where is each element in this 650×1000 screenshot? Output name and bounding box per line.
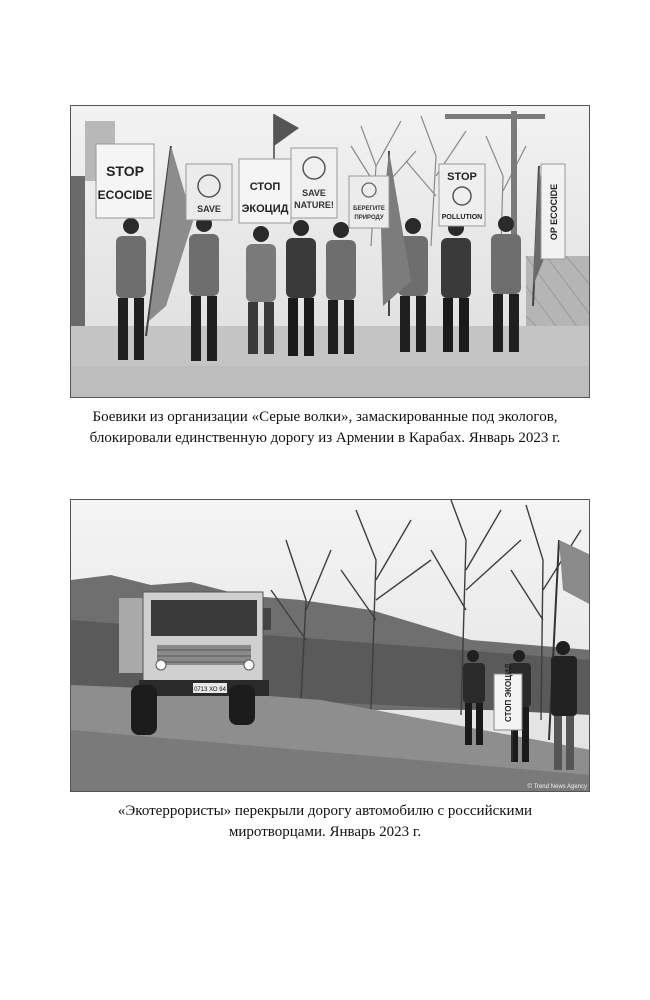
sign-text: БЕРЕГИТЕ [353,206,385,212]
sign-text: OP ECOCIDE [549,183,559,241]
sign-text: SAVE [302,188,326,198]
caption-line: Боевики из организации «Серые волки», замаскированные под экологов, [92,409,558,425]
sign-text: NATURE! [294,200,334,210]
photo-credit: © Trend News Agency [527,784,587,790]
sign-text: STOP [106,163,144,179]
truck-photo [70,499,590,792]
sign-beregite-prirodu [349,176,389,228]
sign-text: STOP [447,171,477,183]
sign-vertical-ecocide [541,164,565,259]
protest-photo-scene [71,106,590,398]
caption-line: «Экотеррористы» перекрыли дорогу автомобилю с российскими [117,803,533,819]
sign-text: СТОП [249,181,281,193]
license-plate: 0713 ХО 94 [194,687,226,693]
sign-stop-ecocide [96,144,154,218]
sign-text: SAVE [197,204,221,214]
sign-stop-pollution [439,164,485,226]
sign-text: ЭКОЦИД [241,203,289,215]
caption-line: миротворцами. Январь 2023 г. [228,824,422,840]
photo-caption [40,407,610,449]
sign-text: ПРИРОДУ [354,215,384,221]
photo-caption [40,801,610,843]
truck-photo-scene [71,500,590,792]
sign-save-globe [186,164,232,220]
sign-stop-ekocid [239,159,291,223]
sign-text: POLLUTION [441,214,483,221]
sign-text: СТОП ЭКОЦИД [504,663,513,722]
protest-photo [70,105,590,398]
sign-text: ECOCIDE [97,188,153,202]
sign-save-nature [291,148,337,218]
caption-line: блокировали единственную дорогу из Армении в Карабах. Январь 2023 г. [89,430,561,446]
